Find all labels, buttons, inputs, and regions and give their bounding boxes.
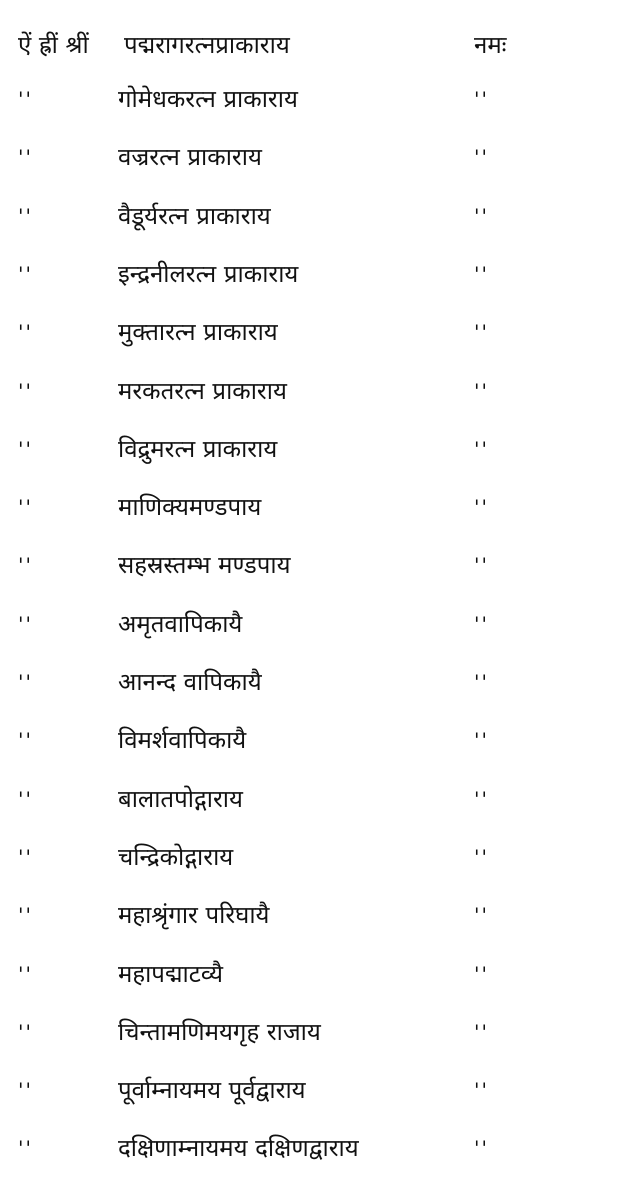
mantra-name: अमृतवापिकायै [118,610,243,638]
mantra-name: वैडूर्यरत्न प्राकाराय [118,202,271,230]
ditto-mark-suffix: '' [474,379,489,403]
mantra-row [0,1017,630,1057]
ditto-mark-prefix: '' [18,320,33,344]
ditto-mark-prefix: '' [18,204,33,228]
mantra-row [0,201,630,241]
ditto-mark-suffix: '' [474,845,489,869]
mantra-row [0,667,630,707]
mantra-name: मरकतरत्न प्राकाराय [118,377,287,405]
ditto-mark-suffix: '' [474,962,489,986]
ditto-mark-suffix: '' [474,903,489,927]
ditto-mark-suffix: '' [474,1136,489,1160]
ditto-mark-prefix: '' [18,145,33,169]
mantra-name: इन्द्रनीलरत्न प्राकाराय [118,260,299,288]
ditto-mark-suffix: '' [474,495,489,519]
mantra-name: महाश्रृंगार परिघायै [118,901,270,929]
mantra-row [0,317,630,357]
mantra-name: मुक्तारत्न प्राकाराय [118,318,278,346]
ditto-mark-suffix: '' [474,320,489,344]
ditto-mark-suffix: '' [474,612,489,636]
ditto-mark-suffix: '' [474,437,489,461]
ditto-mark-prefix: '' [18,1020,33,1044]
mantra-row [0,959,630,999]
mantra-row [0,900,630,940]
mantra-name: माणिक्यमण्डपाय [118,493,262,521]
mantra-name: आनन्द वापिकायै [118,668,262,696]
ditto-mark-prefix: '' [18,670,33,694]
ditto-mark-suffix: '' [474,670,489,694]
mantra-name: महापद्माटव्यै [118,960,223,988]
ditto-mark-prefix: '' [18,379,33,403]
ditto-mark-suffix: '' [474,262,489,286]
ditto-mark-prefix: '' [18,612,33,636]
mantra-name: चिन्तामणिमयगृह राजाय [118,1018,321,1046]
mantra-row [0,1075,630,1115]
mantra-name: सहस्रस्तम्भ मण्डपाय [118,551,291,579]
mantra-row [0,609,630,649]
header-prefix: ऐं ह्रीं श्रीं [18,31,89,59]
ditto-mark-suffix: '' [474,87,489,111]
ditto-mark-prefix: '' [18,262,33,286]
ditto-mark-suffix: '' [474,145,489,169]
ditto-mark-prefix: '' [18,495,33,519]
mantra-name: विद्रुमरत्न प्राकाराय [118,435,278,463]
ditto-mark-suffix: '' [474,553,489,577]
mantra-name: बालातपोद्गाराय [118,785,243,813]
ditto-mark-prefix: '' [18,87,33,111]
ditto-mark-suffix: '' [474,787,489,811]
mantra-row [0,550,630,590]
ditto-mark-prefix: '' [18,437,33,461]
mantra-row [0,376,630,416]
ditto-mark-prefix: '' [18,903,33,927]
mantra-name: गोमेधकरत्न प्राकाराय [118,85,298,113]
mantra-name: पूर्वाम्नायमय पूर्वद्वाराय [118,1076,306,1104]
ditto-mark-suffix: '' [474,728,489,752]
header-suffix: नमः [474,31,507,59]
ditto-mark-suffix: '' [474,1020,489,1044]
mantra-name: विमर्शवापिकायै [118,726,247,754]
header-row [0,30,630,70]
mantra-row [0,259,630,299]
mantra-row [0,84,630,124]
mantra-name: दक्षिणाम्नायमय दक्षिणद्वाराय [118,1134,359,1162]
ditto-mark-prefix: '' [18,787,33,811]
ditto-mark-prefix: '' [18,962,33,986]
mantra-name: चन्द्रिकोद्गाराय [118,843,234,871]
ditto-mark-prefix: '' [18,1136,33,1160]
mantra-row [0,434,630,474]
ditto-mark-prefix: '' [18,728,33,752]
mantra-row [0,492,630,532]
mantra-row [0,784,630,824]
ditto-mark-prefix: '' [18,1078,33,1102]
mantra-row [0,142,630,182]
ditto-mark-suffix: '' [474,1078,489,1102]
header-name: पद्मरागरत्नप्राकाराय [124,31,290,59]
mantra-row [0,842,630,882]
mantra-row [0,725,630,765]
mantra-row [0,1133,630,1173]
ditto-mark-suffix: '' [474,204,489,228]
mantra-name: वज्ररत्न प्राकाराय [118,143,262,171]
ditto-mark-prefix: '' [18,553,33,577]
ditto-mark-prefix: '' [18,845,33,869]
